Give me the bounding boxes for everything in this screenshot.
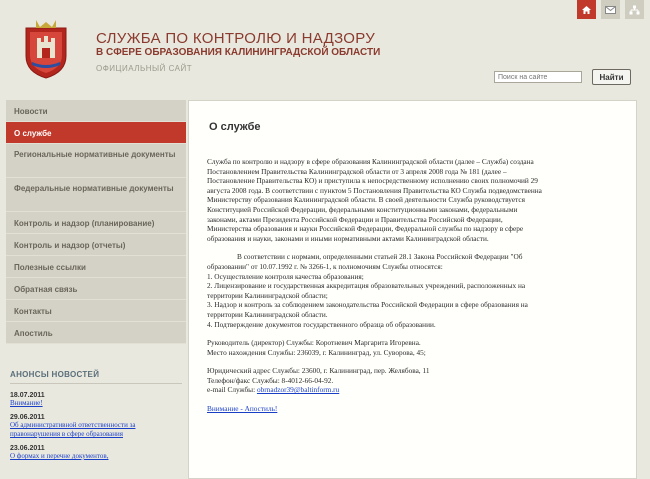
text-line: территории Калининградской области; [207, 290, 328, 300]
news-date: 23.06.2011 [10, 445, 45, 452]
email-line [207, 385, 622, 395]
sidebar-item-useful-links[interactable]: Полезные ссылки [6, 256, 186, 278]
top-toolbar [577, 0, 644, 19]
news-date: 29.06.2011 [10, 414, 45, 421]
text-line: территории Калининградской области. [207, 309, 328, 319]
text-line: 4. Подтверждение документов государственного образца об образовании. [207, 319, 436, 329]
news-link[interactable]: Внимание! [10, 399, 43, 407]
main-content [188, 100, 637, 479]
search-input[interactable] [494, 71, 582, 83]
mail-icon[interactable] [601, 0, 620, 19]
intro-paragraph [207, 157, 622, 243]
sidebar-item-contacts[interactable]: Контакты [6, 300, 186, 322]
contacts-paragraph [207, 366, 622, 395]
text-line: законами, актами Президента Российской Федерации и Правительства Российской Федерации, [207, 214, 503, 224]
sidebar-item-apostille[interactable]: Апостиль [6, 322, 186, 344]
text-line: образования и науки, законами и иными нормативными актами Калининградской области. [207, 233, 489, 243]
search-button[interactable]: Найти [592, 69, 631, 85]
location-line: Место нахождения Службы: 236039, г. Калининград, ул. Суворова, 45; [207, 347, 426, 357]
director-line: Руководитель (директор) Службы: Коротневич Маргарита Игоревна. [207, 338, 421, 348]
text-line: Конституцией Российской Федерации, федеральными конституционными законами, федеральными [207, 204, 518, 214]
sidebar-item-news[interactable]: Новости [6, 100, 186, 122]
text-line: Служба по контролю и надзору в сфере образования Калининградской области (далее – Служба) создана [207, 157, 534, 166]
news-link[interactable]: О формах и перечне документов, [10, 452, 109, 460]
functions-paragraph [207, 252, 622, 329]
sitemap-icon[interactable] [625, 0, 644, 19]
news-date: 18.07.2011 [10, 392, 45, 399]
text-line: Министерству образования Калининградской области. В своей деятельности Служба руководствуется [207, 195, 525, 205]
news-link[interactable]: Об административной ответственности за правонарушения в сфере образования [10, 421, 136, 438]
site-tagline: ОФИЦИАЛЬНЫЙ САЙТ [96, 64, 193, 73]
site-subtitle: В СФЕРЕ ОБРАЗОВАНИЯ КАЛИНИНГРАДСКОЙ ОБЛАСТИ [96, 47, 381, 58]
text-line: В соответствии с нормами, определенными статьей 28.1 Закона Российской Федерации "Об [237, 252, 523, 262]
text-line: 2. Лицензирование и государственная аккредитация образовательных учреждений, расположенных на [207, 281, 526, 291]
sidebar-nav [6, 100, 186, 344]
text-line: августа 2008 года. В соответствии с пунктом 5 Постановления Правительства КО Служба подведомственна [207, 185, 542, 195]
sidebar-item-control-planning[interactable]: Контроль и надзор (планирование) [6, 212, 186, 234]
email-label: e-mail Службы: [207, 385, 256, 395]
text-line: Министерства образования и науки Российской Федерации, Федеральной службы по надзору в сфере [207, 224, 524, 234]
site-title: СЛУЖБА ПО КОНТРОЛЮ И НАДЗОРУ [96, 30, 376, 47]
text-line: Постановление Правительства КО) и приступила к непосредственному исполнению своих полномочий 29 [207, 176, 538, 186]
coat-of-arms-icon[interactable] [22, 18, 70, 80]
legal-address-line: Юридический адрес Службы: 23600, г. Калининград, пер. Желябова, 11 [207, 366, 430, 376]
page-title: О службе [209, 121, 261, 133]
text-line: 1. Осуществление контроля качества образования; [207, 271, 364, 281]
content-body [207, 157, 622, 414]
email-link[interactable]: obrnadzor39@baltinform.ru [256, 385, 340, 395]
home-icon[interactable] [577, 0, 596, 19]
text-line: Постановлением Правительства Калининградской области от 3 апреля 2008 года № 181 (далее – [207, 166, 507, 176]
text-line: образовании" от 10.07.1992 г. № 3266-1, к полномочиям Службы относятся: [207, 261, 443, 271]
phone-line: Телефон/факс Службы: 8-4012-66-04-92. [207, 375, 334, 385]
apostille-notice-link[interactable]: Внимание - Апостиль! [207, 404, 278, 414]
sidebar-item-federal-docs[interactable]: Федеральные нормативные документы [6, 178, 186, 212]
news-announcements [10, 370, 182, 461]
sidebar-item-control-reports[interactable]: Контроль и надзор (отчеты) [6, 234, 186, 256]
director-paragraph [207, 338, 622, 357]
sidebar-item-about[interactable]: О службе [6, 122, 186, 144]
sidebar-item-regional-docs[interactable]: Региональные нормативные документы [6, 144, 186, 178]
sidebar-item-feedback[interactable]: Обратная связь [6, 278, 186, 300]
news-heading: АНОНСЫ НОВОСТЕЙ [10, 370, 182, 384]
notice-paragraph [207, 404, 622, 414]
site-header [0, 0, 650, 96]
text-line: 3. Надзор и контроль за соблюдением законодательства Российской Федерации в сфере образования на [207, 300, 528, 310]
